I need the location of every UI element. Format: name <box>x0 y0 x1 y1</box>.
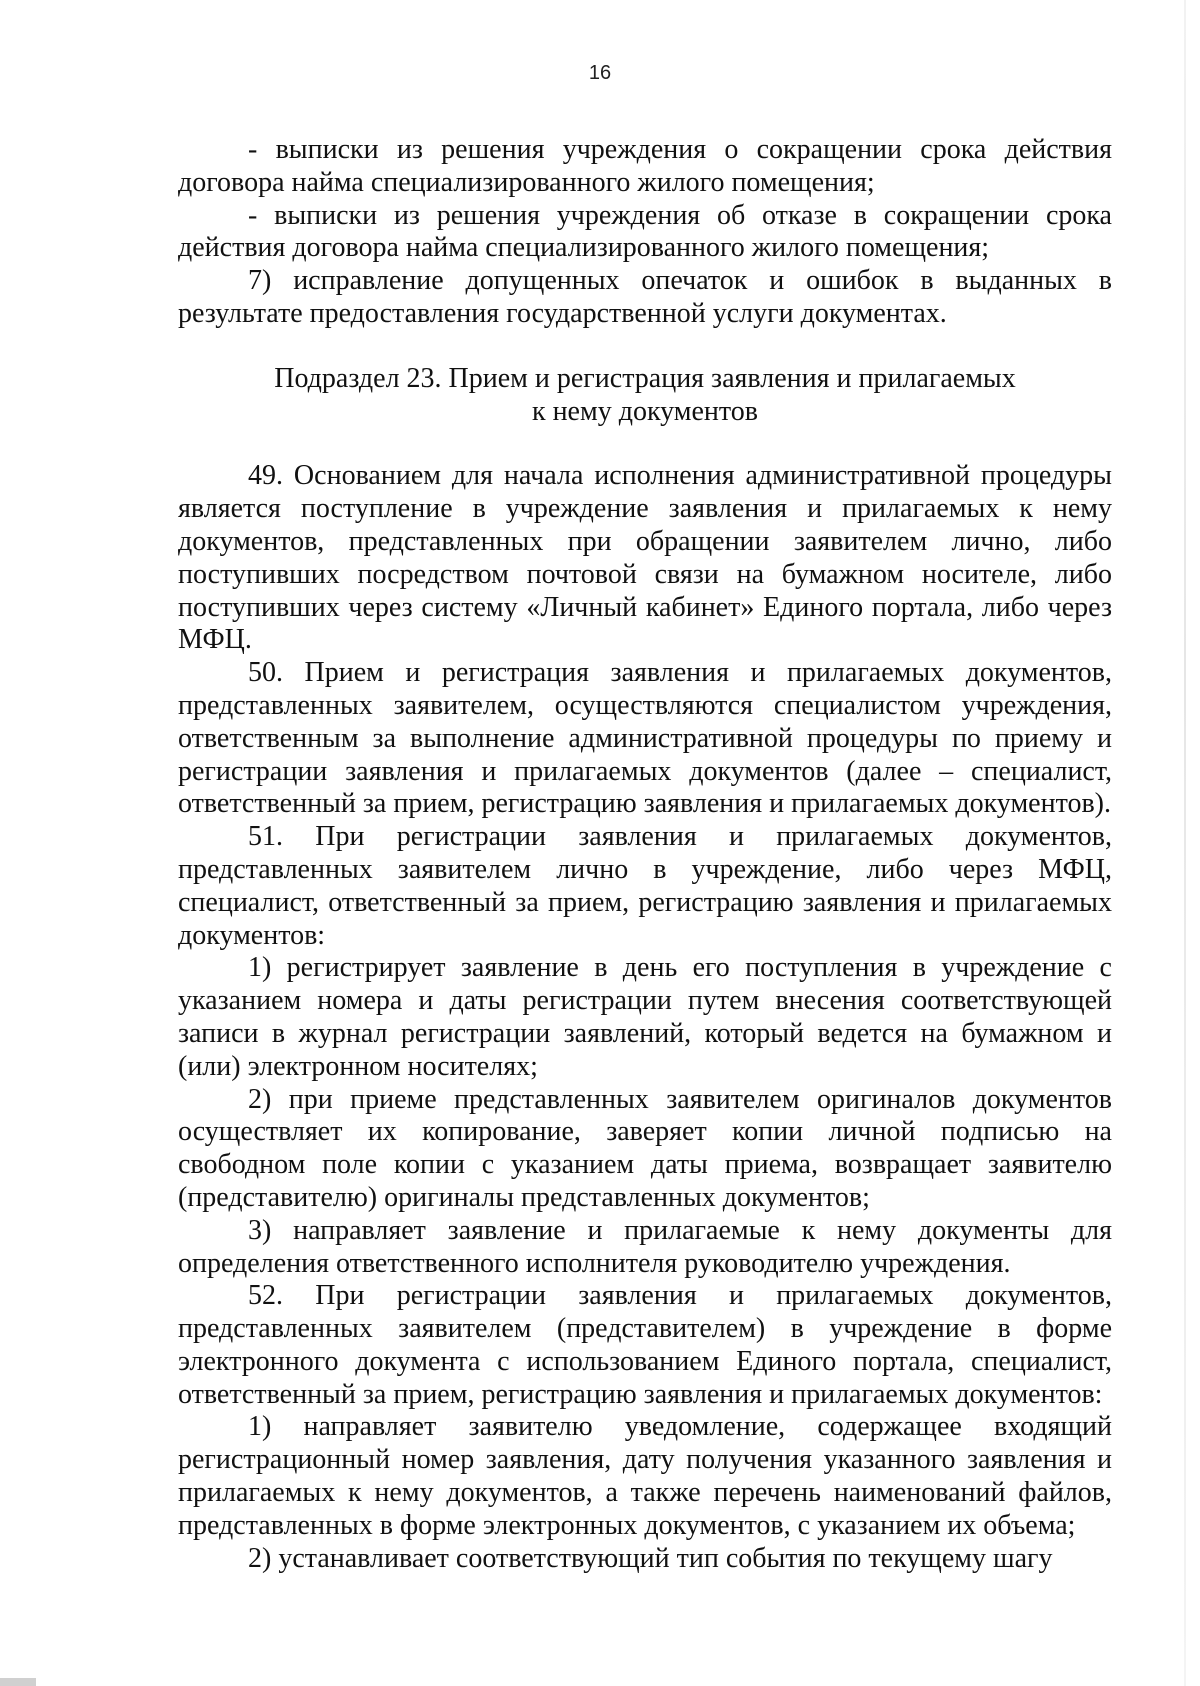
section-heading-line-2: к нему документов <box>531 395 759 427</box>
paragraph-51-item-2: 2) при приеме представленных заявителем оригиналов документов осуществляет их копирование, заверяет копии личной подписью на свободном поле копии с указанием даты приема, возвращает заявителю (представителю) оригиналы представленных документов; <box>178 1083 1112 1213</box>
document-body <box>178 134 1112 1575</box>
paragraph-excerpt-reduction: - выписки из решения учреждения о сокращении срока действия договора найма специализированного жилого помещения; <box>178 134 1112 198</box>
paragraph-49: 49. Основанием для начала исполнения административной процедуры является поступление в учреждение заявления и прилагаемых к нему документов, представленных при обращении заявителем лично, либо поступивших посредством почтовой связи на бумажном носителе, либо поступивших через систему «Личный кабинет» Единого портала, либо через МФЦ. <box>178 460 1112 656</box>
paragraph-50: 50. Прием и регистрация заявления и прилагаемых документов, представленных заявителем, осуществляются специалистом учреждения, ответственным за выполнение административной процедуры по приему и регистрации заявления и прилагаемых документов (далее – специалист, ответственный за прием, регистрацию заявления и прилагаемых документов). <box>178 657 1112 820</box>
paragraph-51-item-1: 1) регистрирует заявление в день его поступления в учреждение с указанием номера и даты регистрации путем внесения соответствующей записи в журнал регистрации заявлений, который ведется на бумажном и (или) электронном носителях; <box>178 952 1112 1082</box>
paragraph-52-item-2: 2) устанавливает соответствующий тип события по текущему шагу <box>248 1542 1053 1574</box>
paragraph-51: 51. При регистрации заявления и прилагаемых документов, представленных заявителем лично в учреждение, либо через МФЦ, специалист, ответственный за прием, регистрацию заявления и прилагаемых документов: <box>178 821 1112 951</box>
scan-edge <box>1184 0 1186 1686</box>
paragraph-52: 52. При регистрации заявления и прилагаемых документов, представленных заявителем (представителем) в учреждение в форме электронного документа с использованием Единого портала, специалист, ответственный за прием, регистрацию заявления и прилагаемых документов: <box>178 1280 1112 1410</box>
paragraph-51-item-3: 3) направляет заявление и прилагаемые к нему документы для определения ответственного исполнителя руководителю учреждения. <box>178 1214 1112 1279</box>
paragraph-excerpt-refusal: - выписки из решения учреждения об отказе в сокращении срока действия договора найма специализированного жилого помещения; <box>178 199 1112 264</box>
paragraph-item-7: 7) исправление допущенных опечаток и ошибок в выданных в результате предоставления государственной услуги документах. <box>178 265 1112 329</box>
section-heading-line-1: Подраздел 23. Прием и регистрация заявления и прилагаемых <box>274 362 1016 394</box>
section-heading <box>178 363 1112 429</box>
scan-artifact <box>0 1678 36 1686</box>
page-number: 16 <box>588 62 612 84</box>
paragraph-52-item-1: 1) направляет заявителю уведомление, содержащее входящий регистрационный номер заявления, дату получения указанного заявления и прилагаемых к нему документов, а также перечень наименований файлов, представленных в форме электронных документов, с указанием их объема; <box>178 1411 1112 1541</box>
